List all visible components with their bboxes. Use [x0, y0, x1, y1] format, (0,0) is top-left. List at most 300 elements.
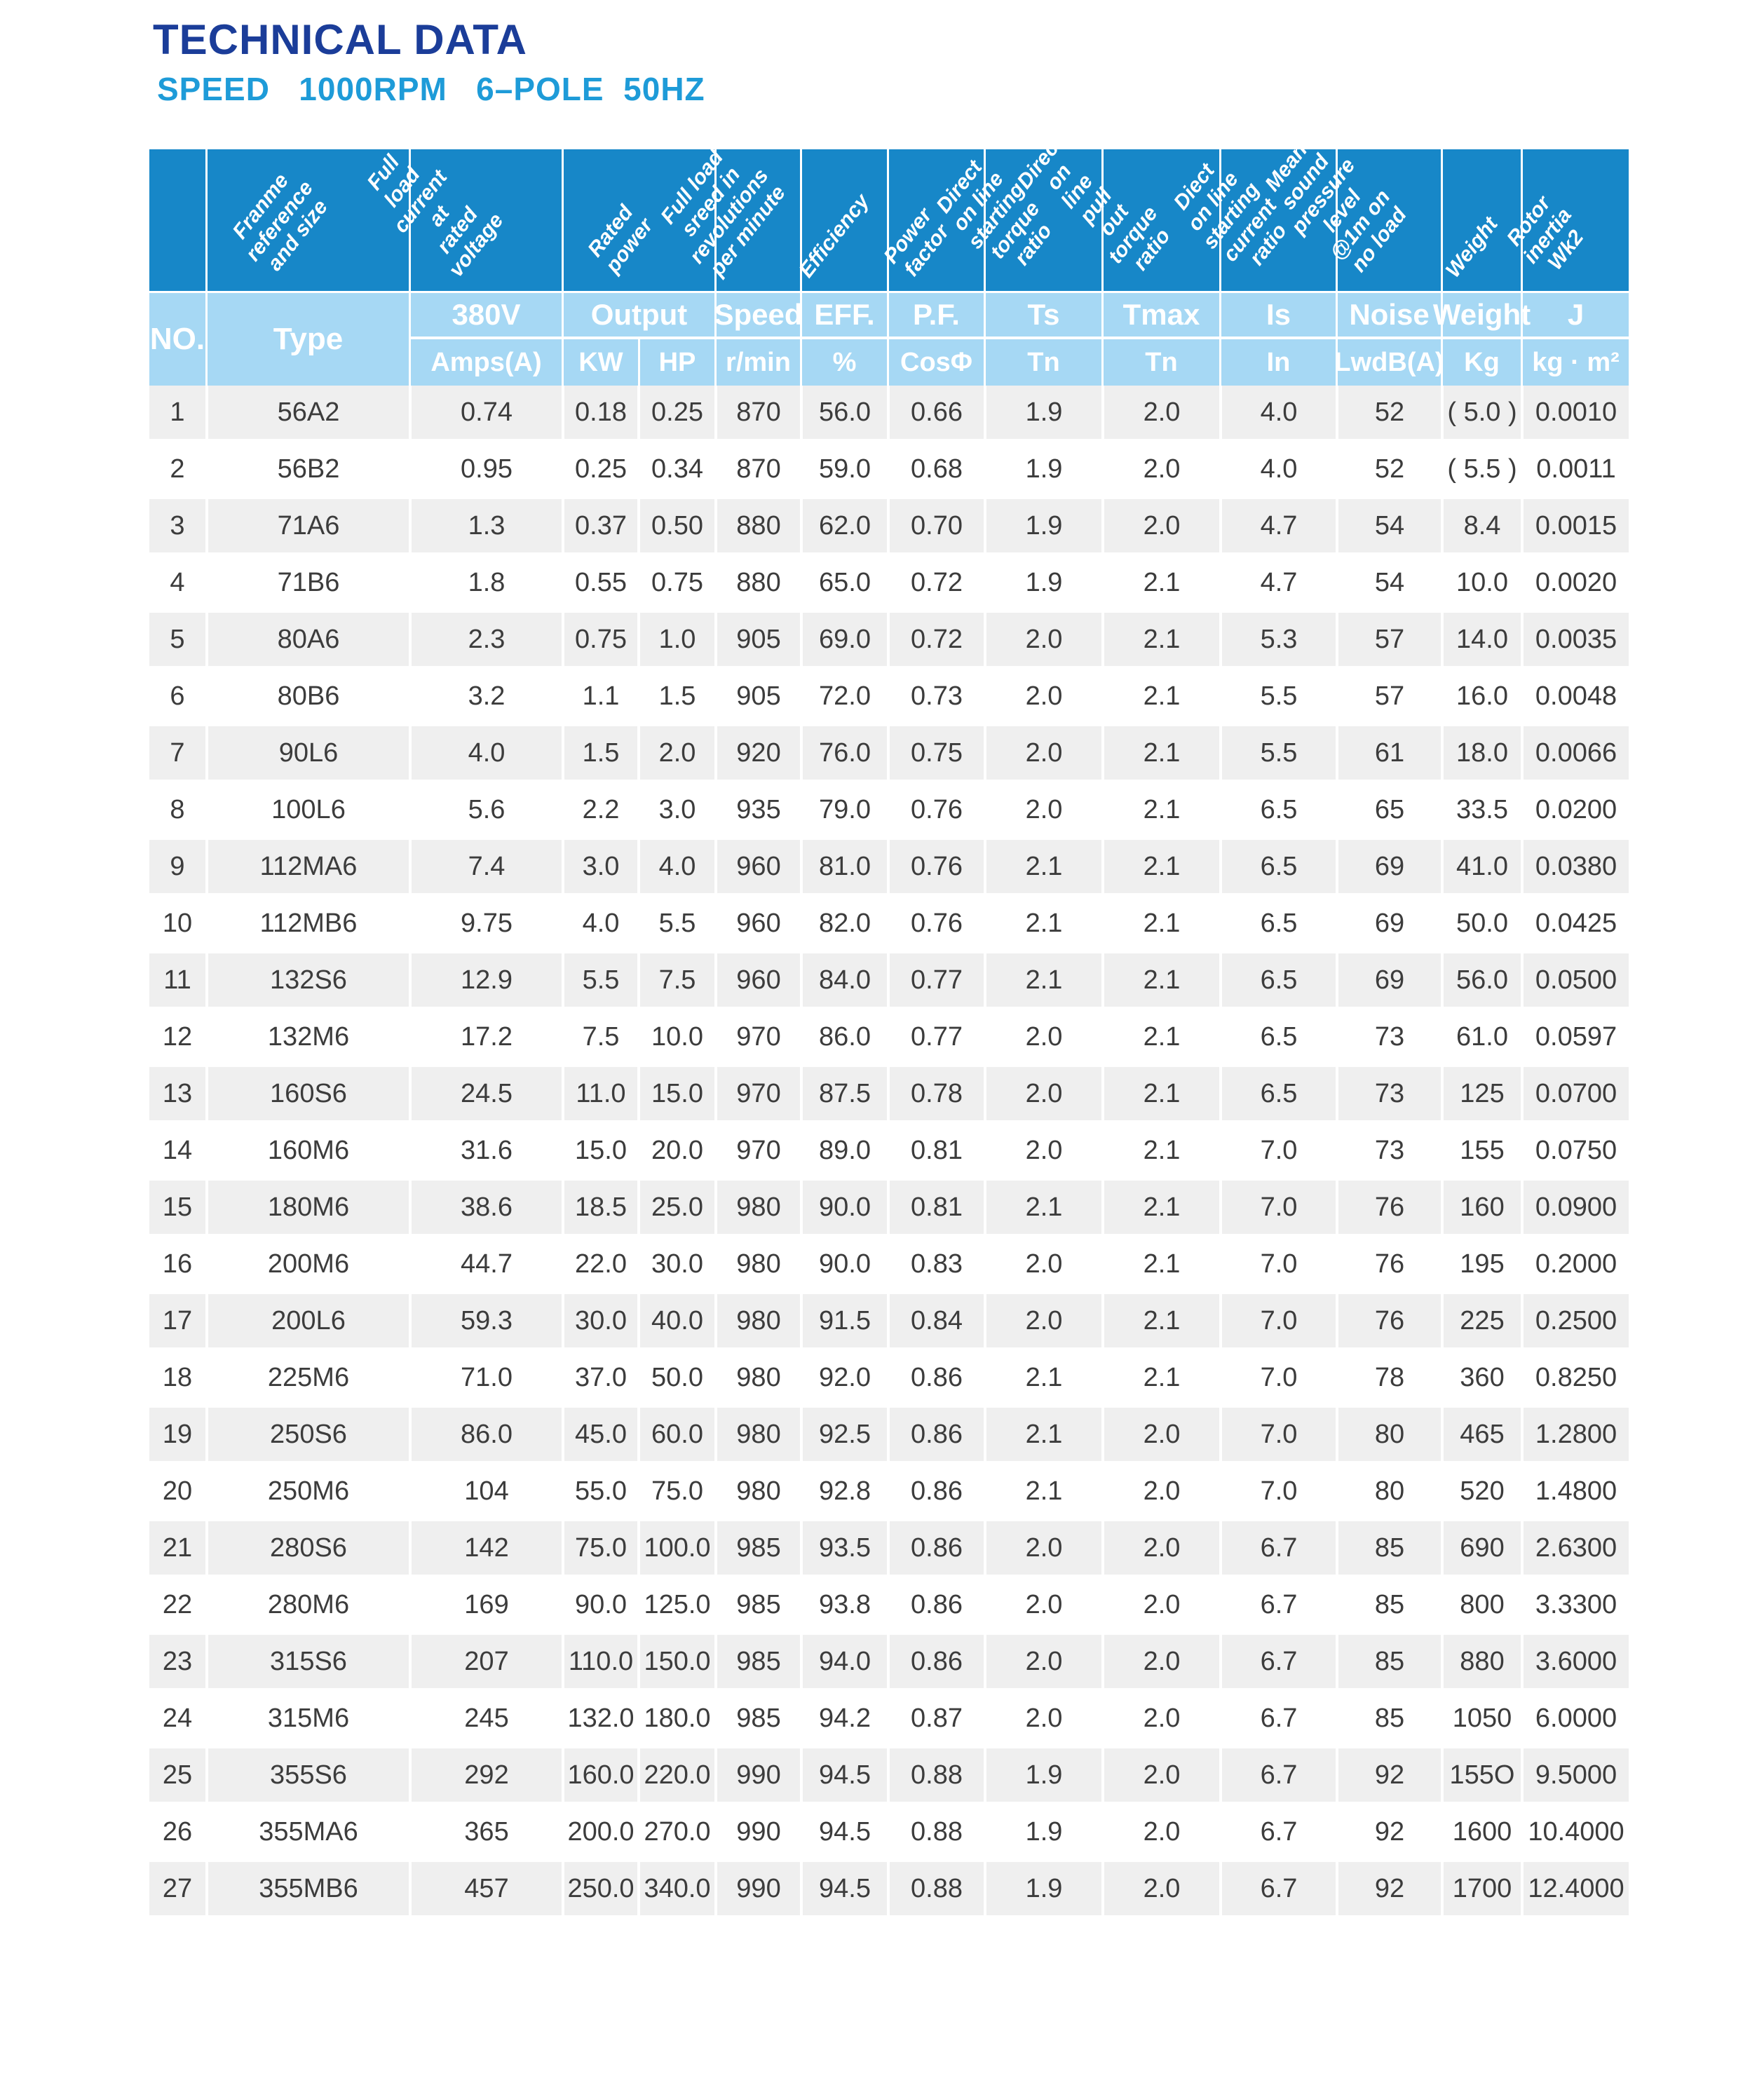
col-header-j-label: J: [1523, 293, 1629, 339]
cell: 3.0: [637, 783, 714, 836]
col-header-kgm2: kg · m²: [1532, 347, 1620, 377]
cell: 6.5: [1219, 1010, 1336, 1063]
col-header-in: In: [1266, 347, 1291, 377]
cell: 7.0: [1219, 1124, 1336, 1177]
cell: 2.1: [1101, 1067, 1219, 1120]
cell: 86.0: [800, 1010, 887, 1063]
cell: 80A6: [205, 613, 409, 666]
cell: 41.0: [1441, 840, 1521, 893]
cell: 2.1: [1101, 670, 1219, 723]
col-header-pf: [887, 293, 984, 386]
cell: 3: [149, 499, 205, 552]
cell: 2.1: [1101, 897, 1219, 950]
cell: 1.2800: [1521, 1408, 1629, 1461]
cell: 2.0: [984, 1294, 1101, 1347]
cell: 19: [149, 1408, 205, 1461]
cell: 2: [149, 442, 205, 496]
cell: 7.0: [1219, 1237, 1336, 1291]
cell: 0.50: [637, 499, 714, 552]
cell: 0.77: [887, 953, 984, 1007]
cell: 2.0: [1101, 442, 1219, 496]
diagonal-header-label: Rotor inertia Wk2: [1502, 191, 1588, 275]
cell: 61.0: [1441, 1010, 1521, 1063]
cell: 160.0: [562, 1748, 637, 1802]
cell: 132S6: [205, 953, 409, 1007]
cell: 40.0: [637, 1294, 714, 1347]
cell: 690: [1441, 1521, 1521, 1575]
diagonal-header-cell: [362, 149, 562, 291]
cell: 0.72: [887, 613, 984, 666]
cell: 10.0: [637, 1010, 714, 1063]
diagonal-header-label: Franme reference and size: [227, 169, 332, 276]
cell: 1: [149, 386, 205, 439]
cell: 69.0: [800, 613, 887, 666]
cell: 245: [409, 1692, 562, 1745]
cell: 37.0: [562, 1351, 637, 1404]
cell: 2.0: [1101, 1692, 1219, 1745]
cell: 10.0: [1441, 556, 1521, 609]
table-row: [149, 1294, 1629, 1351]
col-header-j: [1521, 293, 1629, 386]
cell: 76.0: [800, 726, 887, 780]
cell: 355MB6: [205, 1862, 409, 1915]
col-header-weight-label: Weight: [1443, 293, 1521, 339]
cell: 980: [714, 1408, 800, 1461]
cell: 200.0: [562, 1805, 637, 1858]
cell: 2.1: [984, 1351, 1101, 1404]
cell: 4.0: [562, 897, 637, 950]
cell: 220.0: [637, 1748, 714, 1802]
table-row: [149, 953, 1629, 1010]
cell: 85: [1336, 1635, 1441, 1688]
cell: 2.3: [409, 613, 562, 666]
cell: 20.0: [637, 1124, 714, 1177]
cell: 960: [714, 897, 800, 950]
cell: 1.0: [637, 613, 714, 666]
cell: 2.1: [1101, 1010, 1219, 1063]
cell: 0.76: [887, 840, 984, 893]
col-header-noise-label: Noise: [1338, 293, 1441, 339]
cell: 905: [714, 613, 800, 666]
cell: 2.0: [984, 613, 1101, 666]
cell: 61: [1336, 726, 1441, 780]
cell: 90.0: [800, 1237, 887, 1291]
cell: 985: [714, 1635, 800, 1688]
col-header-voltage: [409, 293, 562, 386]
cell: 2.0: [984, 1010, 1101, 1063]
cell: 22: [149, 1578, 205, 1631]
cell: 5: [149, 613, 205, 666]
cell: 69: [1336, 897, 1441, 950]
col-header-is: [1219, 293, 1336, 386]
table-row: [149, 1237, 1629, 1294]
cell: 90.0: [800, 1181, 887, 1234]
cell: 0.0200: [1521, 783, 1629, 836]
cell: 0.2000: [1521, 1237, 1629, 1291]
cell: 340.0: [637, 1862, 714, 1915]
cell: 56.0: [800, 386, 887, 439]
cell: 180.0: [637, 1692, 714, 1745]
cell: 0.73: [887, 670, 984, 723]
cell: 15.0: [637, 1067, 714, 1120]
cell: 92.5: [800, 1408, 887, 1461]
cell: 6.7: [1219, 1862, 1336, 1915]
cell: 0.76: [887, 897, 984, 950]
cell: 225: [1441, 1294, 1521, 1347]
cell: 21: [149, 1521, 205, 1575]
table-row: [149, 1464, 1629, 1521]
cell: 9: [149, 840, 205, 893]
col-header-percent: %: [832, 347, 857, 377]
cell: 0.8250: [1521, 1351, 1629, 1404]
cell: 990: [714, 1862, 800, 1915]
cell: 0.83: [887, 1237, 984, 1291]
col-header-kg: Kg: [1464, 347, 1500, 377]
cell: 2.0: [1101, 1805, 1219, 1858]
cell: 315M6: [205, 1692, 409, 1745]
cell: 1.3: [409, 499, 562, 552]
cell: 7.0: [1219, 1294, 1336, 1347]
cell: 38.6: [409, 1181, 562, 1234]
cell: 52: [1336, 386, 1441, 439]
cell: 87.5: [800, 1067, 887, 1120]
table-row: [149, 783, 1629, 840]
cell: 520: [1441, 1464, 1521, 1518]
table-row: [149, 670, 1629, 726]
cell: 0.25: [562, 442, 637, 496]
cell: 25: [149, 1748, 205, 1802]
cell: 2.1: [984, 953, 1101, 1007]
cell: 85: [1336, 1692, 1441, 1745]
col-header-pf-label: P.F.: [889, 293, 984, 339]
cell: 90.0: [562, 1578, 637, 1631]
cell: 1.9: [984, 1748, 1101, 1802]
cell: 100L6: [205, 783, 409, 836]
col-header-rmin: r/min: [726, 347, 791, 377]
cell: 73: [1336, 1010, 1441, 1063]
cell: 0.18: [562, 386, 637, 439]
cell: 62.0: [800, 499, 887, 552]
cell: 30.0: [562, 1294, 637, 1347]
cell: 2.0: [984, 1635, 1101, 1688]
diagonal-header-cell: [1441, 149, 1521, 291]
cell: 16.0: [1441, 670, 1521, 723]
cell: 8.4: [1441, 499, 1521, 552]
cell: 0.75: [887, 726, 984, 780]
cell: 960: [714, 953, 800, 1007]
cell: 1.1: [562, 670, 637, 723]
table-row: [149, 1862, 1629, 1919]
cell: 92.0: [800, 1351, 887, 1404]
cell: 18.0: [1441, 726, 1521, 780]
cell: 980: [714, 1294, 800, 1347]
cell: 44.7: [409, 1237, 562, 1291]
cell: 75.0: [562, 1521, 637, 1575]
cell: 2.1: [1101, 783, 1219, 836]
diagonal-header-cell: [794, 149, 887, 291]
cell: 0.0035: [1521, 613, 1629, 666]
cell: 56B2: [205, 442, 409, 496]
cell: 93.5: [800, 1521, 887, 1575]
cell: 65: [1336, 783, 1441, 836]
cell: 990: [714, 1748, 800, 1802]
cell: 0.86: [887, 1578, 984, 1631]
cell: 0.0500: [1521, 953, 1629, 1007]
diagonal-header-label: Full load current at rated voltage: [362, 151, 508, 282]
cell: 24: [149, 1692, 205, 1745]
cell: 7.0: [1219, 1464, 1336, 1518]
diagonal-header-label: Power factor: [878, 203, 954, 281]
cell: 935: [714, 783, 800, 836]
cell: 0.86: [887, 1521, 984, 1575]
table-row: [149, 386, 1629, 442]
cell: 78: [1336, 1351, 1441, 1404]
cell: 160: [1441, 1181, 1521, 1234]
col-header-kw: KW: [578, 347, 623, 377]
col-header-amps: Amps(A): [430, 347, 542, 377]
cell: 970: [714, 1067, 800, 1120]
cell: ( 5.0 ): [1441, 386, 1521, 439]
table-row: [149, 840, 1629, 897]
cell: 0.88: [887, 1748, 984, 1802]
cell: 155: [1441, 1124, 1521, 1177]
cell: 90L6: [205, 726, 409, 780]
cell: 160M6: [205, 1124, 409, 1177]
cell: 2.0: [1101, 1578, 1219, 1631]
col-header-output: [562, 293, 714, 386]
cell: 169: [409, 1578, 562, 1631]
cell: 200M6: [205, 1237, 409, 1291]
page-title: TECHNICAL DATA: [153, 16, 527, 63]
cell: 0.86: [887, 1635, 984, 1688]
cell: 2.1: [984, 1181, 1101, 1234]
cell: 2.0: [1101, 1748, 1219, 1802]
cell: 0.76: [887, 783, 984, 836]
cell: 52: [1336, 442, 1441, 496]
cell: 0.95: [409, 442, 562, 496]
table-row: [149, 1010, 1629, 1067]
cell: 1600: [1441, 1805, 1521, 1858]
table-row: [149, 1351, 1629, 1408]
cell: 4.7: [1219, 499, 1336, 552]
cell: 6.7: [1219, 1635, 1336, 1688]
cell: 57: [1336, 670, 1441, 723]
cell: 2.0: [984, 783, 1101, 836]
header-band: [149, 131, 1629, 291]
cell: 5.5: [1219, 726, 1336, 780]
subheader-band: [149, 291, 1629, 386]
cell: 0.0066: [1521, 726, 1629, 780]
col-header-tmax-label: Tmax: [1104, 293, 1219, 339]
cell: 2.0: [637, 726, 714, 780]
cell: 27: [149, 1862, 205, 1915]
cell: 5.6: [409, 783, 562, 836]
cell: 94.5: [800, 1862, 887, 1915]
cell: 4.0: [409, 726, 562, 780]
corner-cell: [149, 149, 205, 291]
table-row: [149, 1692, 1629, 1748]
cell: 15.0: [562, 1124, 637, 1177]
cell: 20: [149, 1464, 205, 1518]
cell: 3.3300: [1521, 1578, 1629, 1631]
cell: 6.7: [1219, 1748, 1336, 1802]
cell: 132.0: [562, 1692, 637, 1745]
table-row: [149, 726, 1629, 783]
cell: 4.7: [1219, 556, 1336, 609]
cell: 71A6: [205, 499, 409, 552]
col-header-380v: 380V: [411, 293, 562, 339]
cell: 110.0: [562, 1635, 637, 1688]
cell: 970: [714, 1010, 800, 1063]
cell: 180M6: [205, 1181, 409, 1234]
diagonal-header-label: Weight: [1441, 212, 1502, 283]
cell: 0.0020: [1521, 556, 1629, 609]
cell: 150.0: [637, 1635, 714, 1688]
cell: 76: [1336, 1181, 1441, 1234]
cell: 2.0: [984, 1578, 1101, 1631]
cell: 86.0: [409, 1408, 562, 1461]
cell: 94.5: [800, 1805, 887, 1858]
cell: 2.0: [984, 1237, 1101, 1291]
cell: 93.8: [800, 1578, 887, 1631]
cell: 85: [1336, 1521, 1441, 1575]
cell: 6.5: [1219, 897, 1336, 950]
cell: 84.0: [800, 953, 887, 1007]
cell: 6.5: [1219, 953, 1336, 1007]
cell: 315S6: [205, 1635, 409, 1688]
cell: 54: [1336, 499, 1441, 552]
cell: 985: [714, 1521, 800, 1575]
cell: 4.0: [1219, 386, 1336, 439]
cell: 2.0: [1101, 1464, 1219, 1518]
cell: 18.5: [562, 1181, 637, 1234]
cell: 6.5: [1219, 1067, 1336, 1120]
cell: 2.0: [984, 1067, 1101, 1120]
cell: 2.0: [984, 1124, 1101, 1177]
cell: 0.0048: [1521, 670, 1629, 723]
cell: 2.1: [1101, 1351, 1219, 1404]
cell: 1.9: [984, 499, 1101, 552]
cell: 1.9: [984, 556, 1101, 609]
cell: 0.75: [562, 613, 637, 666]
cell: 0.37: [562, 499, 637, 552]
cell: 880: [714, 499, 800, 552]
cell: 33.5: [1441, 783, 1521, 836]
cell: 56A2: [205, 386, 409, 439]
cell: 0.84: [887, 1294, 984, 1347]
cell: 30.0: [637, 1237, 714, 1291]
cell: 270.0: [637, 1805, 714, 1858]
cell: 985: [714, 1692, 800, 1745]
cell: 9.5000: [1521, 1748, 1629, 1802]
cell: 870: [714, 442, 800, 496]
table-row: [149, 1805, 1629, 1862]
cell: 2.6300: [1521, 1521, 1629, 1575]
col-header-eff-label: EFF.: [802, 293, 887, 339]
cell: 0.0425: [1521, 897, 1629, 950]
cell: 160S6: [205, 1067, 409, 1120]
cell: 0.88: [887, 1805, 984, 1858]
cell: 73: [1336, 1067, 1441, 1120]
table-row: [149, 1521, 1629, 1578]
cell: 2.1: [984, 1408, 1101, 1461]
cell: 0.86: [887, 1408, 984, 1461]
cell: 2.0: [984, 670, 1101, 723]
cell: 31.6: [409, 1124, 562, 1177]
cell: 6.7: [1219, 1578, 1336, 1631]
cell: 6.7: [1219, 1692, 1336, 1745]
cell: 50.0: [1441, 897, 1521, 950]
table-row: [149, 442, 1629, 499]
cell: 4.0: [1219, 442, 1336, 496]
cell: 1.9: [984, 1862, 1101, 1915]
col-header-speed: [714, 293, 803, 386]
cell: 0.0011: [1521, 442, 1629, 496]
cell: 355S6: [205, 1748, 409, 1802]
col-header-cos: CosΦ: [900, 347, 972, 377]
cell: 465: [1441, 1408, 1521, 1461]
cell: 980: [714, 1237, 800, 1291]
table-row: [149, 1124, 1629, 1181]
cell: 56.0: [1441, 953, 1521, 1007]
cell: 73: [1336, 1124, 1441, 1177]
cell: 880: [714, 556, 800, 609]
cell: 7: [149, 726, 205, 780]
cell: 0.86: [887, 1464, 984, 1518]
cell: 76: [1336, 1294, 1441, 1347]
cell: 250.0: [562, 1862, 637, 1915]
cell: 2.0: [984, 1692, 1101, 1745]
cell: 0.34: [637, 442, 714, 496]
cell: 142: [409, 1521, 562, 1575]
cell: 12.4000: [1521, 1862, 1629, 1915]
cell: 16: [149, 1237, 205, 1291]
cell: 6: [149, 670, 205, 723]
cell: 50.0: [637, 1351, 714, 1404]
col-header-hp: HP: [638, 339, 714, 386]
cell: 7.5: [562, 1010, 637, 1063]
cell: 0.88: [887, 1862, 984, 1915]
cell: 71.0: [409, 1351, 562, 1404]
cell: 13: [149, 1067, 205, 1120]
cell: 54: [1336, 556, 1441, 609]
cell: 15: [149, 1181, 205, 1234]
cell: 11.0: [562, 1067, 637, 1120]
cell: 0.0010: [1521, 386, 1629, 439]
cell: 7.0: [1219, 1408, 1336, 1461]
cell: 125.0: [637, 1578, 714, 1631]
col-header-speed-label: Speed: [717, 293, 800, 339]
cell: 80: [1336, 1408, 1441, 1461]
cell: 6.7: [1219, 1805, 1336, 1858]
cell: 3.0: [562, 840, 637, 893]
cell: 0.2500: [1521, 1294, 1629, 1347]
cell: 365: [409, 1805, 562, 1858]
cell: 980: [714, 1464, 800, 1518]
cell: 75.0: [637, 1464, 714, 1518]
cell: 6.5: [1219, 840, 1336, 893]
cell: 2.0: [1101, 1862, 1219, 1915]
cell: 22.0: [562, 1237, 637, 1291]
cell: 0.0900: [1521, 1181, 1629, 1234]
diagonal-header-cell: [1260, 139, 1441, 291]
cell: 0.75: [637, 556, 714, 609]
col-header-type: Type: [205, 293, 409, 386]
cell: 17.2: [409, 1010, 562, 1063]
cell: 17: [149, 1294, 205, 1347]
cell: 2.0: [984, 1521, 1101, 1575]
table-row: [149, 1748, 1629, 1805]
